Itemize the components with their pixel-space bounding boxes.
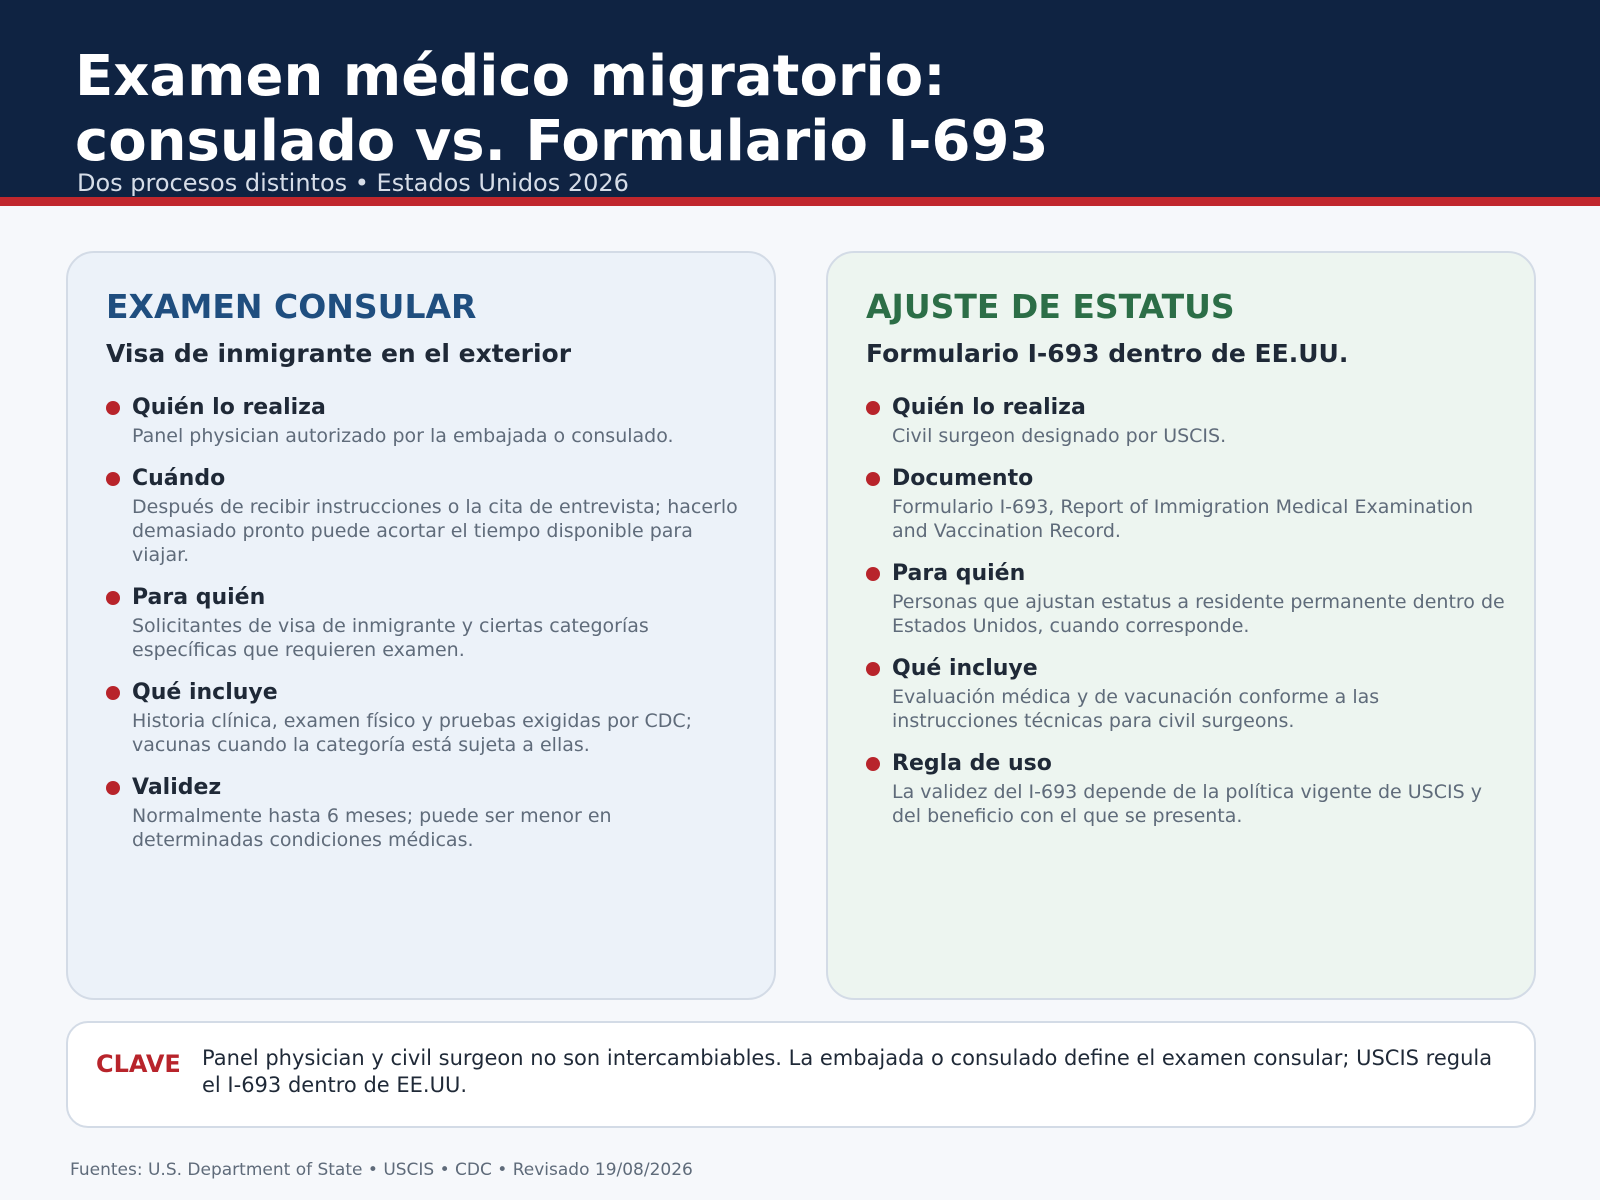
item-title: Quién lo realiza	[892, 395, 1086, 420]
item-text: Panel physician autorizado por la embajada o consulado.	[132, 425, 674, 447]
key-note-box	[66, 1021, 1536, 1128]
list-item	[866, 749, 1506, 828]
bullet-dot-icon	[866, 757, 880, 771]
list-item	[106, 583, 746, 662]
item-text: Solicitantes de visa de inmigrante y ciertas categorías específicas que requieren examen.	[132, 615, 649, 661]
bullet-dot-icon	[106, 401, 120, 415]
item-text: Evaluación médica y de vacunación conforme a las instrucciones técnicas para civil surgeons.	[892, 686, 1380, 732]
item-title: Documento	[892, 466, 1034, 491]
item-title: Para quién	[892, 561, 1026, 586]
item-text: La validez del I-693 depende de la política vigente de USCIS y del beneficio con el que se presenta.	[892, 781, 1482, 827]
bullet-dot-icon	[866, 401, 880, 415]
header-accent-stripe	[0, 197, 1600, 206]
bullet-dot-icon	[106, 686, 120, 700]
consular-item-list	[106, 393, 746, 868]
consular-exam-card	[66, 251, 776, 1000]
list-item	[106, 464, 746, 567]
item-title: Qué incluye	[892, 656, 1038, 681]
adjustment-of-status-card	[826, 251, 1536, 1000]
item-title: Para quién	[132, 585, 266, 610]
item-text: Después de recibir instrucciones o la cita de entrevista; hacerlo demasiado pronto puede acortar el tiempo disponible para viajar.	[132, 496, 738, 566]
list-item	[106, 773, 746, 852]
adjustment-card-subheading: Formulario I-693 dentro de EE.UU.	[866, 339, 1349, 368]
item-title: Cuándo	[132, 466, 226, 491]
bullet-dot-icon	[866, 472, 880, 486]
item-text: Historia clínica, examen físico y pruebas exigidas por CDC; vacunas cuando la categoría está sujeta a ellas.	[132, 710, 693, 756]
bullet-dot-icon	[106, 472, 120, 486]
list-item	[106, 678, 746, 757]
list-item	[106, 393, 746, 448]
page-subtitle: Dos procesos distintos • Estados Unidos 2026	[77, 169, 629, 197]
item-text: Normalmente hasta 6 meses; puede ser menor en determinadas condiciones médicas.	[132, 805, 612, 851]
key-note-text: Panel physician y civil surgeon no son intercambiables. La embajada o consulado define el examen consular; USCIS regula el I-693 dentro de EE.UU.	[202, 1046, 1493, 1097]
bullet-dot-icon	[106, 781, 120, 795]
item-text: Civil surgeon designado por USCIS.	[892, 425, 1227, 447]
item-title: Qué incluye	[132, 680, 278, 705]
key-label: CLAVE	[96, 1050, 181, 1078]
item-title: Validez	[132, 775, 222, 800]
bullet-dot-icon	[866, 662, 880, 676]
list-item	[866, 464, 1506, 543]
item-text: Personas que ajustan estatus a residente permanente dentro de Estados Unidos, cuando corresponde.	[892, 591, 1505, 637]
adjustment-item-list	[866, 393, 1506, 844]
page-title	[75, 44, 1275, 174]
sources-footer: Fuentes: U.S. Department of State • USCIS • CDC • Revisado 19/08/2026	[70, 1160, 693, 1180]
bullet-dot-icon	[106, 591, 120, 605]
list-item	[866, 559, 1506, 638]
adjustment-card-heading: AJUSTE DE ESTATUS	[866, 287, 1235, 326]
item-title: Regla de uso	[892, 751, 1052, 776]
header-banner	[0, 0, 1600, 197]
list-item	[866, 393, 1506, 448]
bullet-dot-icon	[866, 567, 880, 581]
consular-card-heading: EXAMEN CONSULAR	[106, 287, 477, 326]
page-title-line-1: Examen médico migratorio:	[75, 44, 946, 109]
item-title: Quién lo realiza	[132, 395, 326, 420]
consular-card-subheading: Visa de inmigrante en el exterior	[106, 339, 572, 368]
page-title-line-2: consulado vs. Formulario I-693	[75, 109, 1049, 174]
list-item	[866, 654, 1506, 733]
item-text: Formulario I-693, Report of Immigration Medical Examination and Vaccination Record.	[892, 496, 1474, 542]
